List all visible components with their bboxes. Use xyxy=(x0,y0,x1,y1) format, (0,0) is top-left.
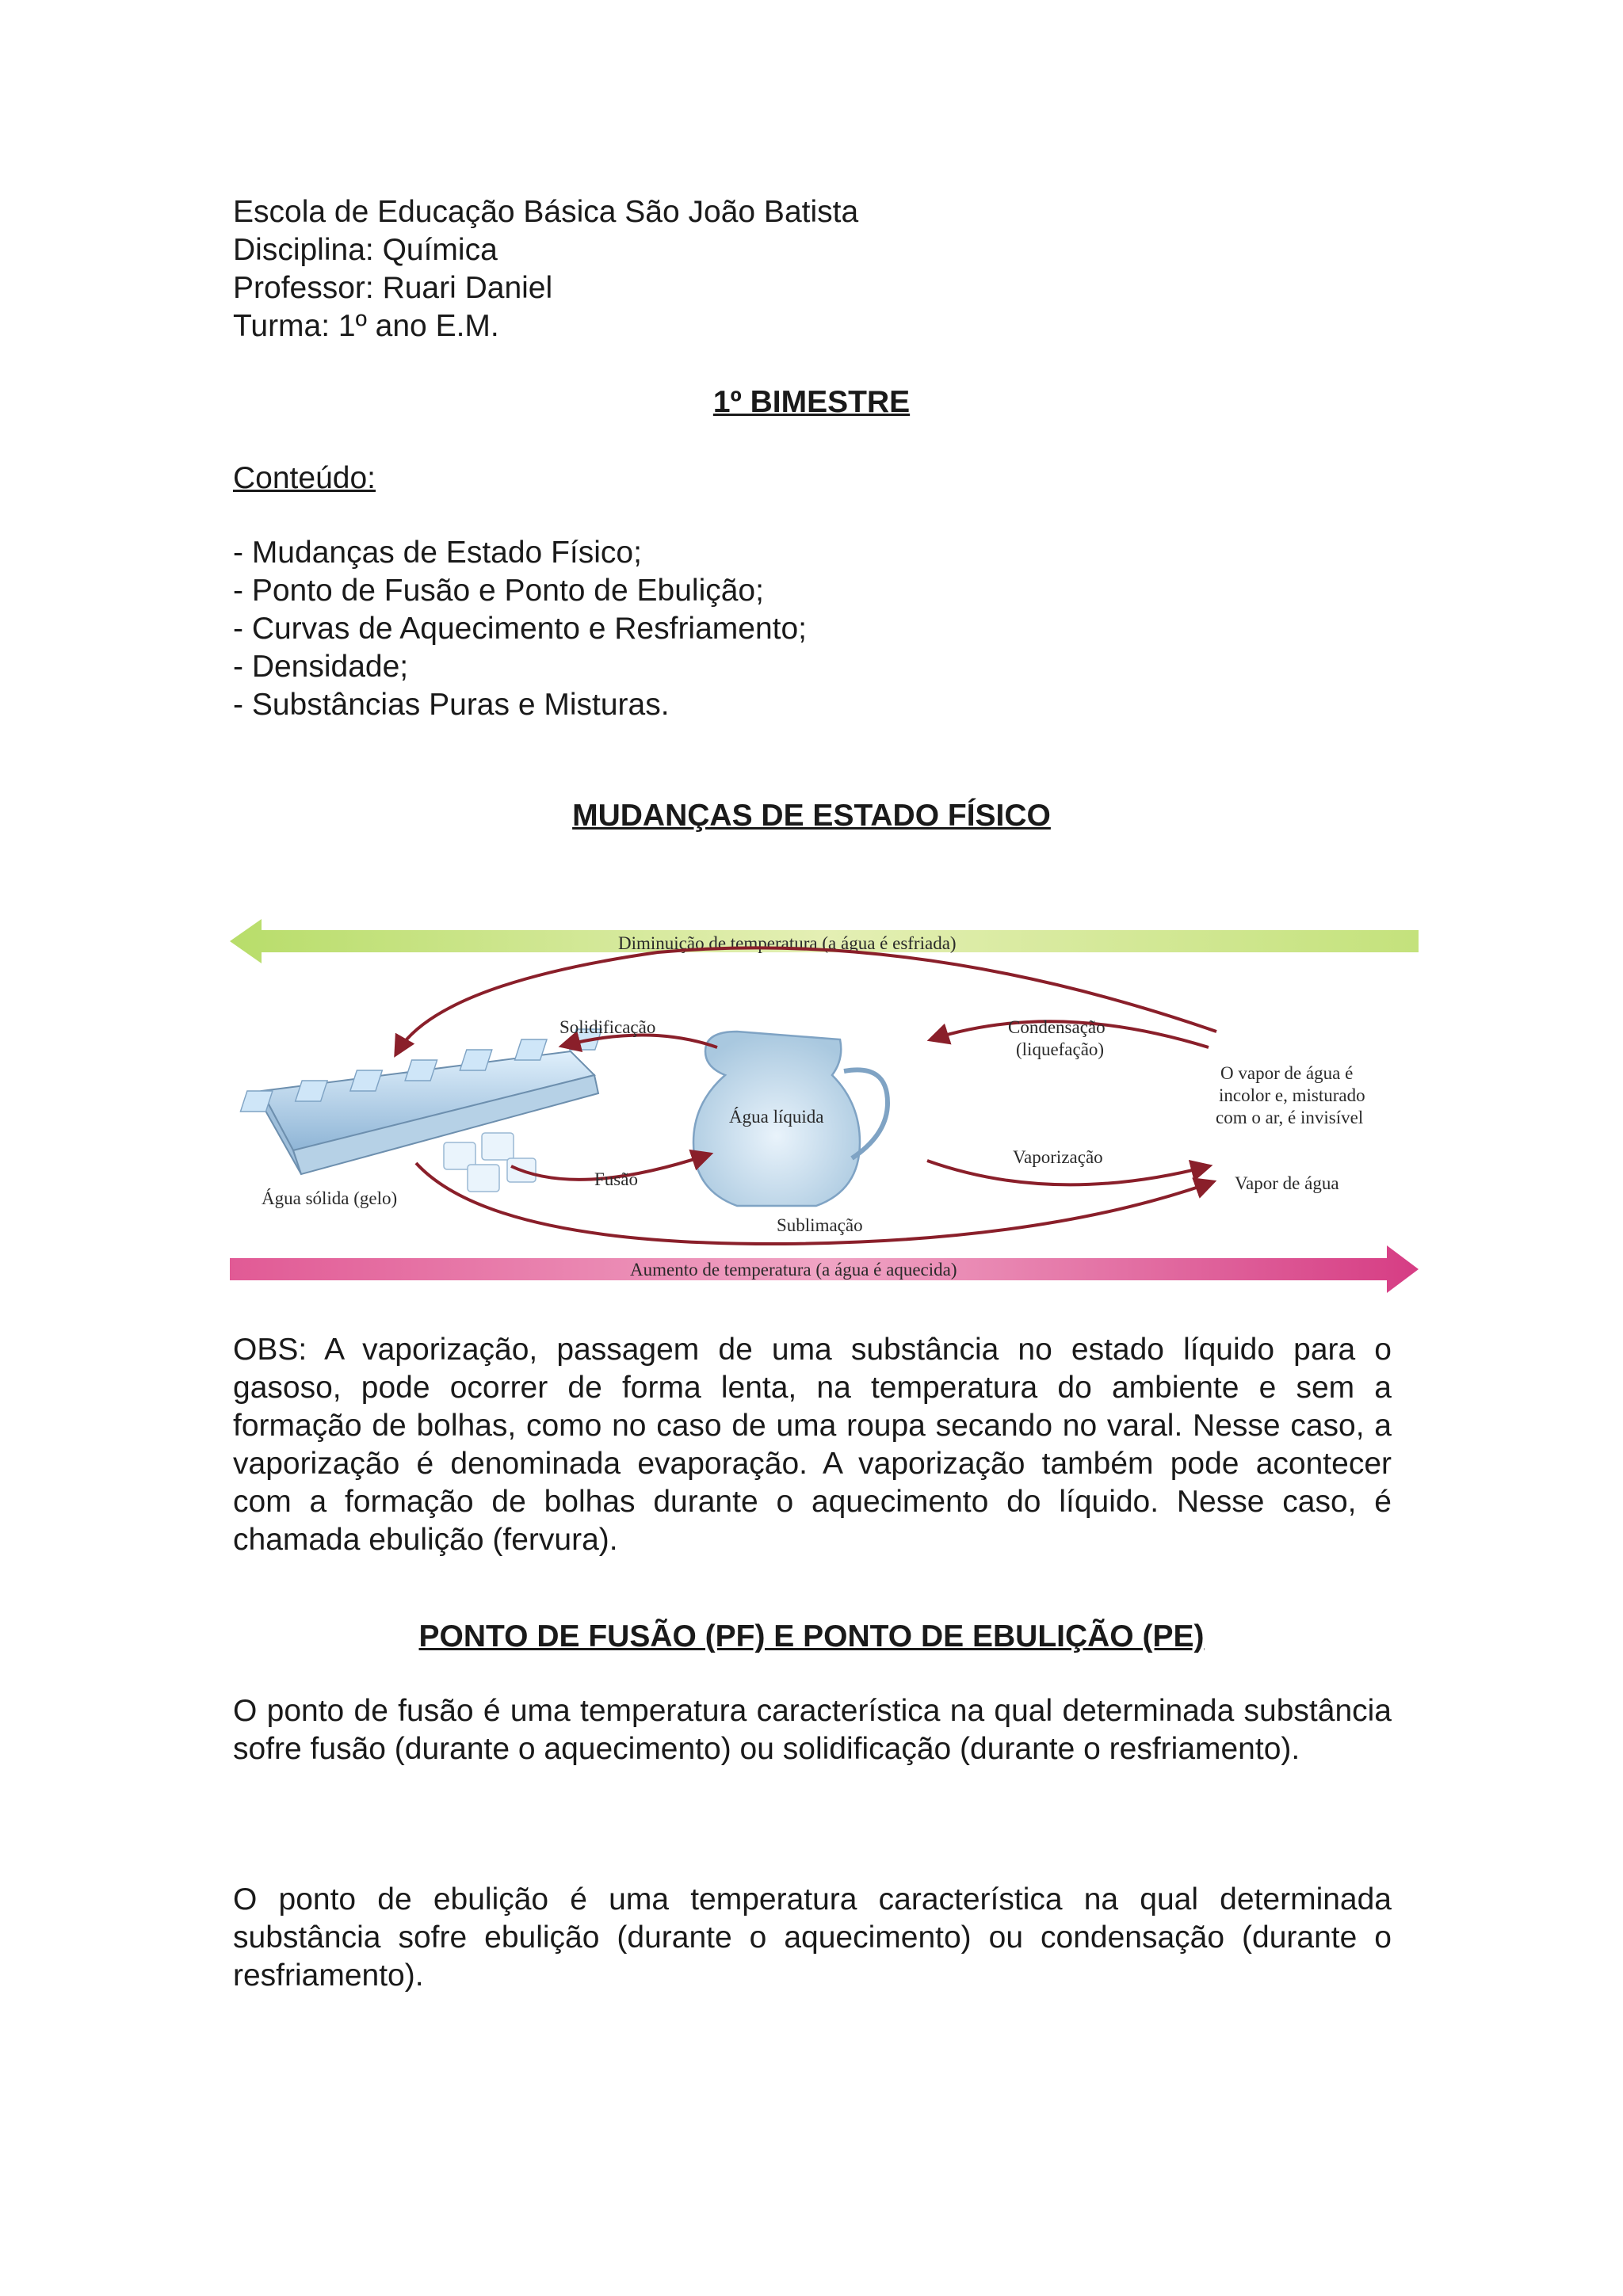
section-title-state-changes: MUDANÇAS DE ESTADO FÍSICO xyxy=(572,799,1051,833)
section-title-melting-boiling: PONTO DE FUSÃO (PF) E PONTO DE EBULIÇÃO (PE) xyxy=(418,1619,1205,1653)
content-item: - Mudanças de Estado Físico; xyxy=(233,536,642,570)
term-title: 1º BIMESTRE xyxy=(712,385,911,419)
content-item: - Substâncias Puras e Misturas. xyxy=(233,688,670,722)
condensation-label-sub: (liquefação) xyxy=(1016,1039,1105,1059)
state-change-diagram xyxy=(230,913,1428,1302)
heating-arrow xyxy=(230,1245,1419,1293)
vapor-note xyxy=(1216,1063,1365,1127)
liquid-water-label: Água líquida xyxy=(729,1107,824,1127)
melting-point-paragraph: O ponto de fusão é uma temperatura característica na qual determinada substância sofre fusão (durante o aquecimento) ou solidificação (durante o resfriamento). xyxy=(233,1694,1392,1766)
solid-water-label: Água sólida (gelo) xyxy=(262,1188,398,1208)
vapor-note-line: O vapor de água é xyxy=(1220,1063,1354,1083)
condensation-label: Condensação xyxy=(1008,1017,1106,1037)
subject-line: Disciplina: Química xyxy=(233,233,498,267)
vapor-label: Vapor de água xyxy=(1235,1173,1339,1193)
school-name: Escola de Educação Básica São João Batista xyxy=(233,195,859,229)
boiling-point-paragraph: O ponto de ebulição é uma temperatura característica na qual determinada substância sofre ebulição (durante o aquecimento) ou condensação (durante o resfriamento). xyxy=(233,1882,1392,1993)
content-label: Conteúdo: xyxy=(233,461,376,495)
solidification-label: Solidificação xyxy=(559,1017,656,1037)
content-item: - Densidade; xyxy=(233,650,409,684)
vapor-note-line: com o ar, é invisível xyxy=(1216,1108,1364,1127)
teacher-line: Professor: Ruari Daniel xyxy=(233,271,553,305)
obs-paragraph: OBS: A vaporização, passagem de uma substância no estado líquido para o gasoso, pode ocorrer de forma lenta, na temperatura do ambiente e sem a formação de bolhas, como no caso de uma roupa secando no varal. Nesse caso, a vaporização é denominada evaporação. A vaporização também pode acontecer com a formação de bolhas durante o aquecimento do líquido. Nesse caso, é chamada ebulição (fervura). xyxy=(233,1333,1392,1557)
heating-arrow-label: Aumento de temperatura (a água é aquecida) xyxy=(630,1260,957,1280)
cooling-arrow-label: Diminuição de temperatura (a água é esfriada) xyxy=(618,933,957,953)
vapor-note-line: incolor e, misturado xyxy=(1219,1085,1365,1105)
vaporization-label: Vaporização xyxy=(1013,1147,1103,1167)
content-list xyxy=(233,534,807,724)
content-item: - Curvas de Aquecimento e Resfriamento; xyxy=(233,612,808,646)
fusion-label: Fusão xyxy=(594,1169,638,1189)
sublimation-label: Sublimação xyxy=(777,1215,863,1235)
class-line: Turma: 1º ano E.M. xyxy=(233,309,499,343)
cooling-arrow xyxy=(230,919,1419,963)
content-item: - Ponto de Fusão e Ponto de Ebulição; xyxy=(233,574,764,608)
document-header xyxy=(233,193,858,345)
